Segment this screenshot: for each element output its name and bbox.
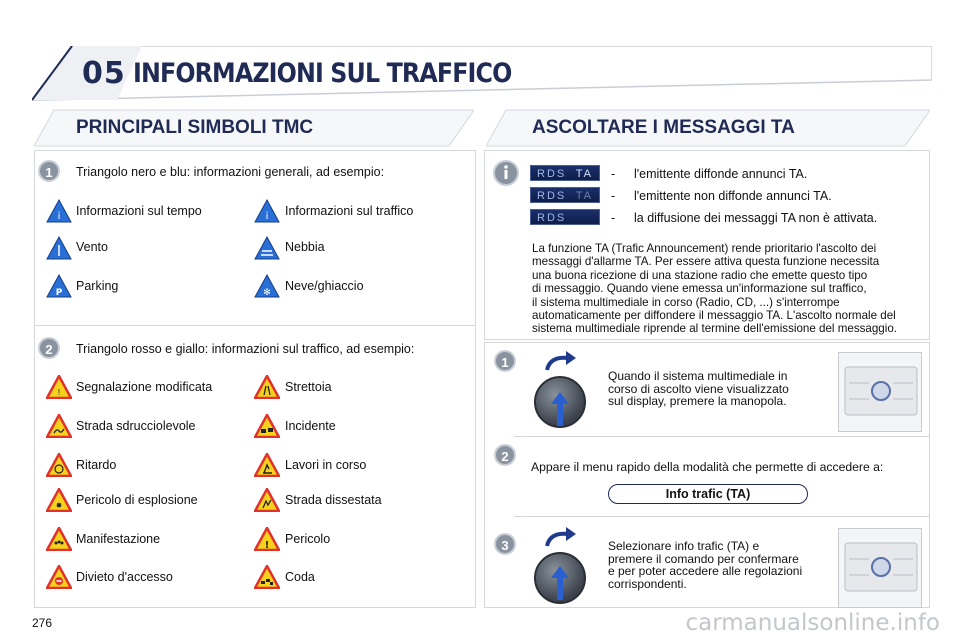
press-arrow-icon: [550, 566, 570, 600]
narrowing-icon: [254, 375, 280, 399]
description-line: sistema multimediale riprende al termine dell'emissione del messaggio.: [532, 322, 898, 336]
symbol-label: Coda: [285, 570, 315, 584]
traffic-info-icon: [254, 199, 280, 223]
symbol-label: Informazioni sul tempo: [76, 204, 202, 218]
explosion-danger-icon: [46, 488, 72, 512]
description-line: una buona ricezione di una stazione radio che emette questo tipo: [532, 268, 868, 282]
step-badge-2: 2: [494, 444, 516, 466]
info-icon: [493, 160, 519, 186]
page-title: INFORMAZIONI SUL TRAFFICO: [133, 58, 512, 89]
step-line: corrispondenti.: [608, 576, 687, 591]
rds-row-text: l'emittente non diffonde annunci TA.: [634, 189, 832, 203]
dashboard-console-image: [838, 352, 922, 432]
chapter-number: 05: [82, 56, 126, 91]
panel-divider: [34, 325, 476, 326]
step1-text: [608, 370, 789, 408]
step-line: corso di ascolto viene visualizzato: [608, 381, 789, 396]
step-line: Selezionare info trafic (TA) e: [608, 539, 760, 553]
symbol-label: Nebbia: [285, 240, 325, 254]
step-line: e per poter accedere alle regolazioni: [608, 564, 803, 579]
symbol-label: Divieto d'accesso: [76, 570, 173, 584]
step-badge-3: 3: [494, 533, 516, 555]
symbol-label: Manifestazione: [76, 532, 161, 546]
rds-ta-dim-display: RDS TA: [530, 187, 600, 203]
symbol-label: Informazioni sul traffico: [285, 204, 414, 218]
dashboard-console-image: [838, 528, 922, 608]
symbol-label: Pericolo: [285, 532, 331, 546]
step-badge-2: 2: [38, 337, 60, 359]
event-icon: [46, 527, 72, 551]
snow-ice-icon: [254, 274, 280, 298]
page-number: 276: [32, 616, 53, 630]
symbol-label: Neve/ghiaccio: [285, 279, 364, 293]
queue-icon: [254, 565, 280, 589]
damaged-road-icon: [254, 488, 280, 512]
weather-info-icon: [46, 199, 72, 223]
curved-arrow-icon: [544, 350, 578, 374]
bullet-dash: -: [611, 211, 616, 225]
wind-icon: [46, 236, 72, 260]
symbol-label: Vento: [76, 240, 108, 254]
accident-icon: [254, 414, 280, 438]
step2-text: Appare il menu rapido della modalità che permette di accedere a:: [531, 460, 884, 474]
description-line: il sistema multimediale in corso (Radio, CD, ...) s'interrompe: [532, 295, 840, 309]
symbol-label: Ritardo: [76, 458, 117, 472]
group2-intro: Triangolo rosso e giallo: informazioni sul traffico, ad esempio:: [76, 342, 415, 356]
description-line: messaggi d'allarme TA. Per essere attiva questa funzione necessita: [532, 255, 880, 269]
description-line: automaticamente per diffondere il messaggio TA. L'ascolto normale del: [532, 309, 896, 323]
step-line: premere il comando per confermare: [608, 551, 799, 566]
description-line: La funzione TA (Trafic Announcement) rende prioritario l'ascolto dei: [532, 242, 877, 255]
symbol-label: Incidente: [285, 419, 336, 433]
changed-report-icon: [46, 375, 72, 399]
danger-icon: [254, 527, 280, 551]
rds-row-text: l'emittente diffonde annunci TA.: [634, 167, 808, 181]
group1-intro: Triangolo nero e blu: informazioni generali, ad esempio:: [76, 165, 385, 179]
no-entry-icon: [46, 565, 72, 589]
step-badge-1: 1: [494, 350, 516, 372]
bullet-dash: -: [611, 189, 616, 203]
svg-text:!: !: [264, 540, 270, 551]
left-section-heading: PRINCIPALI SIMBOLI TMC: [76, 117, 314, 138]
symbol-label: Parking: [76, 279, 119, 293]
panel-divider: [514, 516, 930, 517]
step3-text: [608, 540, 802, 590]
symbol-label: Lavori in corso: [285, 458, 367, 472]
watermark: carmanualsonline.info: [685, 610, 940, 636]
symbol-label: Pericolo di esplosione: [76, 493, 198, 507]
rds-off-display: RDS: [530, 209, 600, 225]
rds-row-text: la diffusione dei messaggi TA non è attivata.: [634, 211, 878, 225]
delay-icon: [46, 453, 72, 477]
panel-divider: [514, 436, 930, 437]
rds-ta-display: RDS TA: [530, 165, 600, 181]
svg-text:i: i: [57, 211, 61, 222]
info-trafic-menu-option[interactable]: Info trafic (TA): [608, 484, 808, 504]
symbol-label: Strettoia: [285, 380, 332, 394]
roadworks-icon: [254, 453, 280, 477]
curved-arrow-icon: [544, 526, 578, 550]
svg-text:✻: ✻: [263, 288, 271, 298]
svg-text:P: P: [55, 288, 63, 298]
bullet-dash: -: [611, 167, 616, 181]
svg-text:!: !: [57, 388, 61, 397]
description-line: di messaggio. Quando viene emessa un'informazione sul traffico,: [532, 282, 867, 296]
fog-icon: [254, 236, 280, 260]
step-line: sul display, premere la manopola.: [608, 394, 787, 409]
svg-text:✸: ✸: [55, 501, 63, 510]
parking-icon: [46, 274, 72, 298]
symbol-label: Segnalazione modificata: [76, 380, 213, 394]
step-line: Quando il sistema multimediale in: [608, 369, 788, 383]
symbol-label: Strada dissestata: [285, 493, 382, 507]
slippery-road-icon: [46, 414, 72, 438]
ta-description: [532, 242, 897, 336]
press-arrow-icon: [550, 392, 570, 426]
symbol-label: Strada sdrucciolevole: [76, 419, 196, 433]
right-section-heading: ASCOLTARE I MESSAGGI TA: [532, 117, 795, 138]
svg-text:i: i: [265, 211, 269, 222]
step-badge-1: 1: [38, 160, 60, 182]
